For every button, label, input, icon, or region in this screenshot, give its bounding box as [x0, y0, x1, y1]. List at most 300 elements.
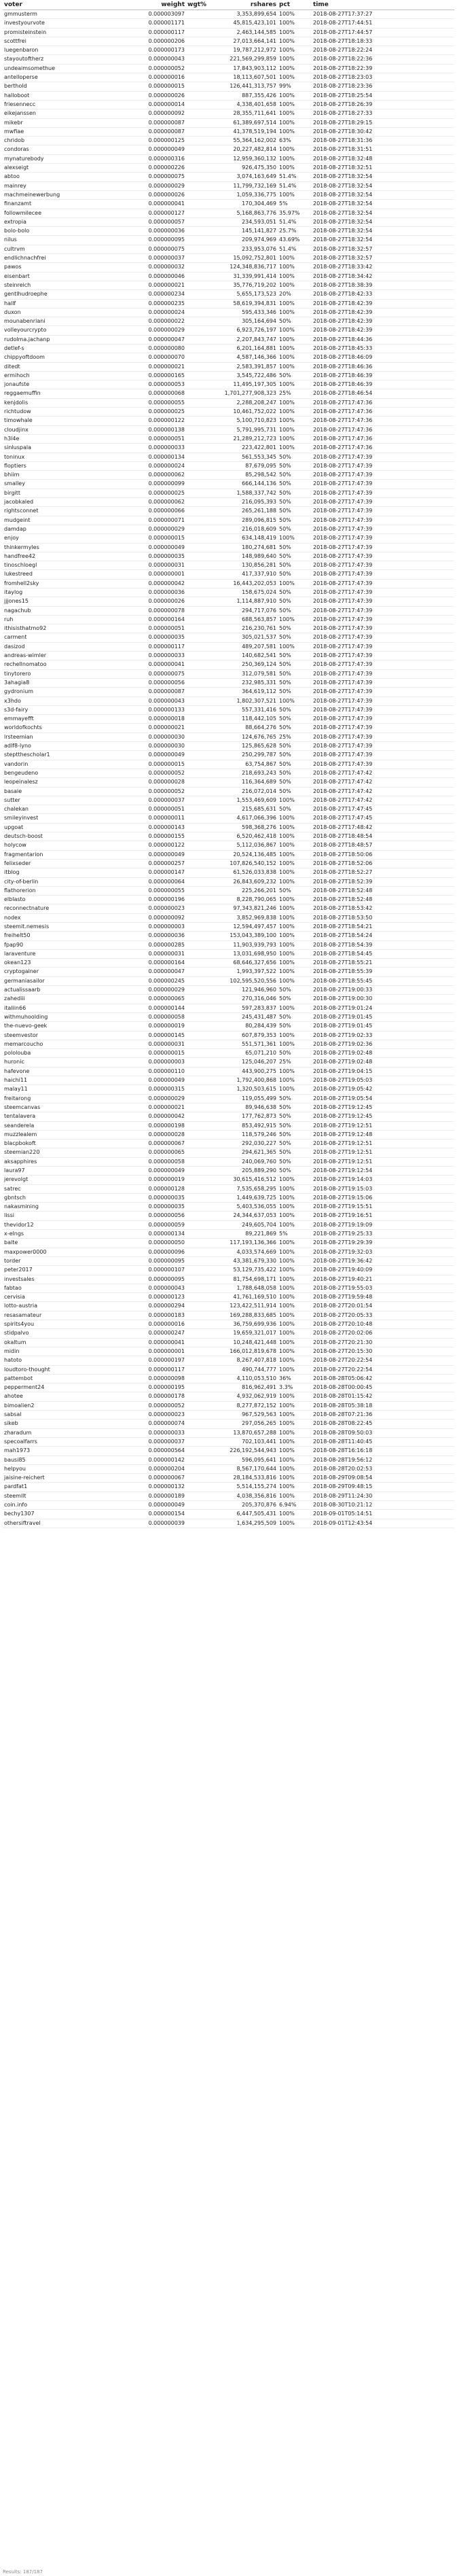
wgt-pct-cell: [186, 751, 213, 760]
pct-cell: 100%: [278, 642, 312, 651]
weight-cell: 0.000000035: [118, 633, 186, 642]
voter-cell: felixseder: [3, 859, 118, 868]
time-cell: 2018-08-27T17:47:39: [312, 733, 454, 741]
weight-cell: 0.000000029: [118, 525, 186, 533]
wgt-pct-cell: [186, 715, 213, 724]
table-row: [3, 1447, 454, 1455]
time-cell: 2018-08-27T20:15:30: [312, 1347, 454, 1356]
pct-cell: 50%: [278, 1112, 312, 1121]
time-cell: 2018-08-27T17:47:39: [312, 669, 454, 678]
weight-cell: 0.000000029: [118, 181, 186, 190]
rshares-cell: 118,442,105: [213, 715, 278, 724]
voter-cell: othersiftravel: [3, 1519, 118, 1528]
table-row: [3, 552, 454, 561]
table-row: [3, 299, 454, 308]
time-cell: 2018-08-27T17:47:39: [312, 688, 454, 696]
table-row: [3, 335, 454, 344]
pct-cell: 100%: [278, 444, 312, 453]
pct-cell: 100%: [278, 1419, 312, 1428]
table-row: [3, 896, 454, 904]
weight-cell: 0.000000029: [118, 1094, 186, 1103]
voter-cell: timowhale: [3, 417, 118, 425]
rshares-cell: 11,495,197,305: [213, 381, 278, 389]
voter-cell: peter2017: [3, 1266, 118, 1275]
weight-cell: 0.000000075: [118, 173, 186, 181]
rshares-cell: 153,043,389,100: [213, 932, 278, 940]
wgt-pct-cell: [186, 10, 213, 19]
wgt-pct-cell: [186, 1419, 213, 1428]
table-row: [3, 516, 454, 525]
weight-cell: 0.000000041: [118, 1338, 186, 1347]
voter-cell: balte: [3, 1239, 118, 1248]
pct-cell: 20%: [278, 290, 312, 299]
rshares-cell: 53,129,735,422: [213, 1266, 278, 1275]
pct-cell: 100%: [278, 1437, 312, 1446]
pct-cell: 50%: [278, 724, 312, 733]
time-cell: 2018-08-27T20:21:30: [312, 1338, 454, 1347]
weight-cell: 0.000000001: [118, 1347, 186, 1356]
wgt-pct-cell: [186, 1140, 213, 1148]
pct-cell: 51.4%: [278, 245, 312, 253]
rshares-cell: 145,141,827: [213, 227, 278, 236]
table-row: [3, 1193, 454, 1202]
wgt-pct-cell: [186, 434, 213, 443]
voter-cell: extropia: [3, 217, 118, 226]
weight-cell: 0.000000024: [118, 461, 186, 470]
weight-cell: 0.000000095: [118, 1256, 186, 1265]
time-cell: 2018-08-27T17:47:45: [312, 814, 454, 823]
voter-cell: jonaufste: [3, 381, 118, 389]
table-row: [3, 1510, 454, 1519]
col-header-rshares[interactable]: rshares: [213, 0, 278, 10]
voter-cell: richtudow: [3, 408, 118, 417]
table-row: [3, 272, 454, 281]
voter-cell: halloboot: [3, 91, 118, 100]
pct-cell: 50%: [278, 588, 312, 597]
pct-cell: 50%: [278, 778, 312, 787]
wgt-pct-cell: [186, 534, 213, 543]
voter-cell: thevidor12: [3, 1220, 118, 1229]
rshares-cell: 216,230,761: [213, 624, 278, 633]
table-row: [3, 579, 454, 588]
wgt-pct-cell: [186, 1094, 213, 1103]
rshares-cell: 166,012,819,678: [213, 1347, 278, 1356]
wgt-pct-cell: [186, 1230, 213, 1239]
rshares-cell: 926,475,350: [213, 164, 278, 173]
table-row: [3, 28, 454, 37]
rshares-cell: 180,274,681: [213, 543, 278, 552]
time-cell: 2018-08-27T20:01:54: [312, 1302, 454, 1311]
wgt-pct-cell: [186, 353, 213, 362]
weight-cell: 0.000000036: [118, 588, 186, 597]
weight-cell: 0.000000016: [118, 73, 186, 82]
table-row: [3, 1058, 454, 1067]
weight-cell: 0.000000041: [118, 660, 186, 669]
time-cell: 2018-08-27T20:22:54: [312, 1365, 454, 1374]
table-row: [3, 760, 454, 769]
table-row: [3, 344, 454, 353]
time-cell: 2018-08-27T18:45:33: [312, 344, 454, 353]
weight-cell: 0.000000067: [118, 1474, 186, 1483]
table-row: [3, 254, 454, 263]
voter-cell: zahediii: [3, 995, 118, 1004]
time-cell: 2018-08-27T17:47:36: [312, 408, 454, 417]
voter-cell: laraventure: [3, 949, 118, 958]
voter-cell: chippyoftdoom: [3, 353, 118, 362]
wgt-pct-cell: [186, 787, 213, 796]
time-cell: 2018-08-27T18:44:36: [312, 335, 454, 344]
col-header-weight[interactable]: weight: [118, 0, 186, 10]
pct-cell: 36%: [278, 1374, 312, 1383]
table-row: [3, 1112, 454, 1121]
pct-cell: 100%: [278, 1428, 312, 1437]
wgt-pct-cell: [186, 525, 213, 533]
col-header-voter[interactable]: voter: [3, 0, 118, 10]
pct-cell: 6.94%: [278, 1500, 312, 1509]
time-cell: 2018-08-27T19:16:51: [312, 1212, 454, 1220]
table-row: [3, 1012, 454, 1021]
table-row: [3, 1284, 454, 1292]
table-row: [3, 109, 454, 118]
wgt-pct-cell: [186, 19, 213, 28]
wgt-pct-cell: [186, 272, 213, 281]
wgt-pct-cell: [186, 615, 213, 624]
pct-cell: 100%: [278, 1284, 312, 1292]
pct-cell: 50%: [278, 678, 312, 687]
wgt-pct-cell: [186, 859, 213, 868]
rshares-cell: 4,587,146,366: [213, 353, 278, 362]
weight-cell: 0.000000037: [118, 796, 186, 805]
pct-cell: 50%: [278, 561, 312, 570]
voter-cell: hallf: [3, 299, 118, 308]
weight-cell: 0.000000092: [118, 109, 186, 118]
wgt-pct-cell: [186, 137, 213, 145]
weight-cell: 0.000000117: [118, 28, 186, 37]
rshares-cell: 443,900,275: [213, 1067, 278, 1076]
col-header-wgt-pct[interactable]: wgt%: [186, 0, 213, 10]
wgt-pct-cell: [186, 1085, 213, 1094]
voter-cell: helpyou: [3, 1464, 118, 1473]
time-cell: 2018-08-27T17:47:36: [312, 425, 454, 434]
voter-cell: gydronium: [3, 688, 118, 696]
voter-cell: satrec: [3, 1184, 118, 1193]
wgt-pct-cell: [186, 1329, 213, 1338]
wgt-pct-cell: [186, 986, 213, 995]
voter-cell: pawos: [3, 263, 118, 272]
table-row: [3, 46, 454, 55]
rshares-cell: 5,403,536,055: [213, 1203, 278, 1212]
weight-cell: 0.000000011: [118, 814, 186, 823]
voter-cell: smalley: [3, 480, 118, 489]
table-row: [3, 1004, 454, 1012]
weight-cell: 0.000000058: [118, 1157, 186, 1166]
table-row: [3, 597, 454, 606]
pct-cell: 100%: [278, 922, 312, 931]
pct-cell: 100%: [278, 1455, 312, 1464]
table-row: [3, 949, 454, 958]
rshares-cell: 27,013,664,141: [213, 37, 278, 46]
col-header-pct[interactable]: pct: [278, 0, 312, 10]
wgt-pct-cell: [186, 362, 213, 371]
pct-cell: 50%: [278, 597, 312, 606]
pct-cell: 100%: [278, 164, 312, 173]
time-cell: 2018-08-27T19:01:45: [312, 1012, 454, 1021]
weight-cell: 0.000000315: [118, 1085, 186, 1094]
weight-cell: 0.000000125: [118, 137, 186, 145]
voter-cell: mikebr: [3, 118, 118, 127]
wgt-pct-cell: [186, 796, 213, 805]
wgt-pct-cell: [186, 507, 213, 516]
table-row: [3, 823, 454, 832]
rshares-cell: 107,826,540,152: [213, 859, 278, 868]
wgt-pct-cell: [186, 760, 213, 769]
time-cell: 2018-08-27T19:04:15: [312, 1067, 454, 1076]
table-row: [3, 434, 454, 443]
time-cell: 2018-08-27T18:46:54: [312, 389, 454, 398]
pct-cell: 100%: [278, 362, 312, 371]
wgt-pct-cell: [186, 164, 213, 173]
table-row: [3, 525, 454, 533]
rshares-cell: 11,799,732,169: [213, 181, 278, 190]
wgt-pct-cell: [186, 335, 213, 344]
time-cell: 2018-08-27T18:32:54: [312, 173, 454, 181]
pct-cell: 25.7%: [278, 227, 312, 236]
voter-cell: jerevolgt: [3, 1176, 118, 1184]
time-cell: 2018-08-27T19:01:24: [312, 1004, 454, 1012]
weight-cell: 0.000000204: [118, 1464, 186, 1473]
table-row: [3, 453, 454, 461]
wgt-pct-cell: [186, 1383, 213, 1392]
table-row: [3, 381, 454, 389]
pct-cell: 50%: [278, 489, 312, 497]
weight-cell: 0.000000142: [118, 1455, 186, 1464]
voter-cell: ruh: [3, 615, 118, 624]
pct-cell: 50%: [278, 787, 312, 796]
pct-cell: 50%: [278, 453, 312, 461]
rshares-cell: 7,535,658,295: [213, 1184, 278, 1193]
voter-cell: rechellnomatoo: [3, 660, 118, 669]
rshares-cell: 45,815,423,101: [213, 19, 278, 28]
time-cell: 2018-08-27T17:47:39: [312, 652, 454, 660]
weight-cell: 0.000000003: [118, 922, 186, 931]
pct-cell: 50%: [278, 1148, 312, 1157]
wgt-pct-cell: [186, 896, 213, 904]
pct-cell: 50%: [278, 660, 312, 669]
pct-cell: 50%: [278, 525, 312, 533]
voter-cell: steinreich: [3, 281, 118, 289]
rshares-cell: 5,168,863,776: [213, 209, 278, 217]
rshares-cell: 607,879,353: [213, 1031, 278, 1040]
weight-cell: 0.000000015: [118, 1049, 186, 1058]
time-cell: 2018-08-27T17:37:27: [312, 10, 454, 19]
time-cell: 2018-08-27T19:59:48: [312, 1293, 454, 1302]
wgt-pct-cell: [186, 1311, 213, 1320]
table-row: [3, 769, 454, 777]
time-cell: 2018-08-27T19:29:39: [312, 1239, 454, 1248]
wgt-pct-cell: [186, 100, 213, 109]
table-row: [3, 733, 454, 741]
wgt-pct-cell: [186, 64, 213, 73]
rshares-cell: 35,776,719,202: [213, 281, 278, 289]
table-row: [3, 615, 454, 624]
pct-cell: 50%: [278, 471, 312, 480]
pct-cell: 100%: [278, 1338, 312, 1347]
table-row: [3, 543, 454, 552]
time-cell: 2018-08-27T17:44:57: [312, 28, 454, 37]
wgt-pct-cell: [186, 453, 213, 461]
rshares-cell: 218,693,243: [213, 769, 278, 777]
voter-cell: nodex: [3, 913, 118, 922]
time-cell: 2018-08-27T19:02:48: [312, 1049, 454, 1058]
wgt-pct-cell: [186, 1176, 213, 1184]
rshares-cell: 8,277,872,152: [213, 1401, 278, 1410]
rshares-cell: 55,364,162,002: [213, 137, 278, 145]
voter-cell: pololouba: [3, 1049, 118, 1058]
pct-cell: 100%: [278, 272, 312, 281]
pct-cell: 5%: [278, 1230, 312, 1239]
wgt-pct-cell: [186, 678, 213, 687]
rshares-cell: 63,754,867: [213, 760, 278, 769]
weight-cell: 0.000000026: [118, 190, 186, 199]
weight-cell: 0.000000294: [118, 1302, 186, 1311]
rshares-cell: 1,788,648,058: [213, 1284, 278, 1292]
time-cell: 2018-08-27T17:47:39: [312, 660, 454, 669]
wgt-pct-cell: [186, 1103, 213, 1112]
weight-cell: 0.000000164: [118, 959, 186, 968]
table-row: [3, 1230, 454, 1239]
voter-cell: birgitt: [3, 489, 118, 497]
rshares-cell: 6,923,726,197: [213, 326, 278, 335]
wgt-pct-cell: [186, 82, 213, 91]
wgt-pct-cell: [186, 73, 213, 82]
table-row: [3, 1239, 454, 1248]
col-header-time[interactable]: time: [312, 0, 454, 10]
pct-cell: 25%: [278, 389, 312, 398]
time-cell: 2018-08-27T17:47:39: [312, 642, 454, 651]
rshares-cell: 89,946,638: [213, 1103, 278, 1112]
voter-cell: investsales: [3, 1275, 118, 1284]
voter-cell: endlichnachfrei: [3, 254, 118, 263]
rshares-cell: 417,337,910: [213, 570, 278, 579]
pct-cell: 50%: [278, 995, 312, 1004]
time-cell: 2018-08-27T17:47:39: [312, 570, 454, 579]
time-cell: 2018-08-27T17:47:39: [312, 606, 454, 615]
time-cell: 2018-08-27T17:47:39: [312, 498, 454, 507]
pct-cell: 100%: [278, 1329, 312, 1338]
rshares-cell: 140,682,541: [213, 652, 278, 660]
time-cell: 2018-08-27T17:47:39: [312, 678, 454, 687]
wgt-pct-cell: [186, 968, 213, 976]
time-cell: 2018-08-27T19:12:45: [312, 1112, 454, 1121]
voter-cell: basaie: [3, 787, 118, 796]
rshares-cell: 20,227,482,814: [213, 145, 278, 154]
pct-cell: 50%: [278, 1140, 312, 1148]
voter-cell: pepperment24: [3, 1383, 118, 1392]
time-cell: 2018-08-27T17:47:36: [312, 434, 454, 443]
rshares-cell: 65,071,210: [213, 1049, 278, 1058]
table-row: [3, 164, 454, 173]
table-row: [3, 1203, 454, 1212]
wgt-pct-cell: [186, 209, 213, 217]
weight-cell: 0.000000021: [118, 724, 186, 733]
voter-cell: gbntsch: [3, 1193, 118, 1202]
table-row: [3, 1356, 454, 1365]
rshares-cell: 41,378,519,194: [213, 127, 278, 136]
voter-cell: mah1973: [3, 1447, 118, 1455]
weight-cell: 0.000000014: [118, 100, 186, 109]
voter-cell: jaisine-reichert: [3, 1474, 118, 1483]
weight-cell: 0.000000143: [118, 823, 186, 832]
voter-cell: floptiers: [3, 461, 118, 470]
wgt-pct-cell: [186, 1338, 213, 1347]
weight-cell: 0.000000065: [118, 995, 186, 1004]
time-cell: 2018-08-27T18:42:39: [312, 317, 454, 326]
weight-cell: 0.000000052: [118, 64, 186, 73]
rshares-cell: 5,655,173,523: [213, 290, 278, 299]
wgt-pct-cell: [186, 823, 213, 832]
voter-cell: the-nuevo-geek: [3, 1022, 118, 1031]
table-row: [3, 1437, 454, 1446]
table-row: [3, 1220, 454, 1229]
rshares-cell: 87,679,095: [213, 461, 278, 470]
time-cell: 2018-08-27T18:52:06: [312, 859, 454, 868]
voter-cell: steemcanvas: [3, 1103, 118, 1112]
wgt-pct-cell: [186, 444, 213, 453]
rshares-cell: 17,843,903,112: [213, 64, 278, 73]
weight-cell: 0.000000047: [118, 335, 186, 344]
weight-cell: 0.000000195: [118, 1383, 186, 1392]
weight-cell: 0.000000145: [118, 1031, 186, 1040]
weight-cell: 0.000000164: [118, 615, 186, 624]
time-cell: 2018-08-27T18:54:39: [312, 940, 454, 949]
table-row: [3, 91, 454, 100]
table-row: [3, 1212, 454, 1220]
time-cell: 2018-08-27T17:47:39: [312, 588, 454, 597]
voter-cell: steemit.nemesis: [3, 922, 118, 931]
time-cell: 2018-08-27T18:32:54: [312, 236, 454, 245]
voter-cell: deutsch-boost: [3, 832, 118, 841]
rshares-cell: 5,791,995,731: [213, 425, 278, 434]
wgt-pct-cell: [186, 688, 213, 696]
wgt-pct-cell: [186, 597, 213, 606]
rshares-cell: 233,953,076: [213, 245, 278, 253]
pct-cell: 50%: [278, 715, 312, 724]
voter-cell: itaylog: [3, 588, 118, 597]
time-cell: 2018-08-27T18:31:51: [312, 145, 454, 154]
table-row: [3, 498, 454, 507]
voter-cell: x-elngs: [3, 1230, 118, 1239]
table-row: [3, 959, 454, 968]
rshares-cell: 221,569,299,859: [213, 55, 278, 64]
wgt-pct-cell: [186, 326, 213, 335]
time-cell: 2018-08-27T17:47:39: [312, 453, 454, 461]
pct-cell: 50%: [278, 1103, 312, 1112]
table-row: [3, 1275, 454, 1284]
rshares-cell: 80,284,439: [213, 1022, 278, 1031]
table-row: [3, 787, 454, 796]
pct-cell: 51.4%: [278, 173, 312, 181]
pct-cell: 50%: [278, 624, 312, 633]
weight-cell: 0.000000033: [118, 444, 186, 453]
weight-cell: 0.000000128: [118, 1184, 186, 1193]
table-row: [3, 868, 454, 877]
rshares-cell: 125,865,628: [213, 742, 278, 751]
wgt-pct-cell: [186, 254, 213, 263]
voter-cell: detlef-s: [3, 344, 118, 353]
wgt-pct-cell: [186, 381, 213, 389]
wgt-pct-cell: [186, 976, 213, 985]
weight-cell: 0.000000033: [118, 652, 186, 660]
